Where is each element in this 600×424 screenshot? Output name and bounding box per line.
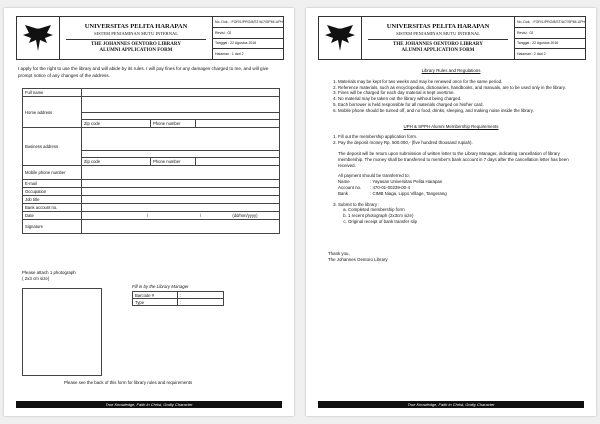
doc-number: No. Dok. : FOR/1/PRO/8/ST/A/7/SPMI-UPH xyxy=(515,17,585,28)
date-slash-2: / xyxy=(200,213,202,218)
back-of-form-note: Please see the back of this form for library rules and requirements xyxy=(64,380,193,385)
rules-title: Library Rules and Regulations xyxy=(421,68,481,73)
full-name-label: Full name xyxy=(23,89,82,97)
rule-item: 1. Materials may be kept for two weeks and may be renewed once for the same period. xyxy=(338,79,574,85)
requirement-item: 2. Pay the deposit money Rp. 500.000,- (five hundred thousand rupiah). xyxy=(338,140,574,146)
eagle-logo-icon xyxy=(319,17,362,59)
payment-details xyxy=(328,179,574,196)
home-address-label: Home address xyxy=(23,97,82,128)
submit-item xyxy=(338,202,574,225)
page-indicator: Halaman : 1 dari 2 xyxy=(215,52,244,57)
business-phone-label: Phone number xyxy=(151,158,196,166)
document-header xyxy=(16,16,284,60)
job-title-label: Job title xyxy=(23,196,82,204)
application-form-table xyxy=(22,88,280,234)
submit-title: Submit to the library : xyxy=(338,201,380,207)
revision: Revisi : 02 xyxy=(515,28,585,39)
mobile-phone-label: Mobile phone number xyxy=(23,166,82,180)
page-indicator: Halaman : 2 dari 2 xyxy=(517,52,546,57)
email-label: E-mail xyxy=(23,180,82,188)
photo-instruction xyxy=(22,270,76,282)
payment-name-value: : Yayasan Universitas Pelita Harapan xyxy=(370,179,443,185)
university-name: UNIVERSITAS PELITA HARAPAN xyxy=(386,22,490,30)
requirements-list xyxy=(328,134,574,146)
membership-title: UPH & SPPH Alumni Membership Requirements xyxy=(403,123,499,129)
footer-motto: True Knowledge, Faith in Christ, Godly Character xyxy=(16,401,282,408)
payment-intro: All payment should be transferred to: xyxy=(338,173,410,179)
requirement-item: 1. Fill out the membership application form. xyxy=(338,134,574,140)
quality-system-name: SISTEM PENJAMINAN MUTU INTERNAL xyxy=(396,30,480,36)
type-label: Type xyxy=(133,299,178,306)
deposit-note: The deposit will be return upon submission of written letter to the Library Manager, indicating cancellation of library membership. The money shall be transferred to member's bank account in 7 days after the cancellation letter has been received. xyxy=(338,150,569,168)
revision: Revisi : 02 xyxy=(213,28,283,39)
doc-number: No. Dok. : FOR/1/PRO/8/ST/A/7/SPMI-UPH xyxy=(213,17,283,28)
full-name-field[interactable] xyxy=(82,89,280,97)
home-phone-field[interactable] xyxy=(196,120,280,128)
date-label: Date xyxy=(23,212,82,220)
occupation-field[interactable] xyxy=(82,188,280,196)
photo-label: Please attach 1 photograph xyxy=(22,270,76,275)
doc-date: Tanggal : 22 Agustus 2016 xyxy=(213,39,283,50)
payment-bank-value: : CIMB Niaga, Lippo Village, Tangerang xyxy=(370,190,447,196)
rule-item: 5. Each borrower is held responsible for all materials charged on his/her card. xyxy=(338,102,574,108)
job-title-field[interactable] xyxy=(82,196,280,204)
business-address-field-2[interactable] xyxy=(82,151,280,158)
thanks-text: Thank you, xyxy=(328,250,350,256)
payment-account-value: : 470-01-00239-00-4 xyxy=(370,184,411,190)
home-address-field-2[interactable] xyxy=(82,113,280,120)
email-field[interactable] xyxy=(82,180,280,188)
signature-label: Signature xyxy=(23,220,82,234)
rule-item: 3. Fines will be charged for each day material is kept overtime. xyxy=(338,90,574,96)
library-title: THE JOHANNES OENTORO LIBRARY xyxy=(91,41,181,47)
footer-motto: True Knowledge, Faith in Christ, Godly Character xyxy=(318,401,584,408)
type-colon: : xyxy=(180,299,182,305)
home-zip-label: Zip code xyxy=(82,120,151,128)
library-manager-table xyxy=(132,291,224,306)
library-manager-label: Fill in by the Library Manager xyxy=(132,284,189,289)
signoff-text: The Johannes Oentoro Library xyxy=(328,256,388,262)
occupation-label: Occupation xyxy=(23,188,82,196)
submit-list xyxy=(328,202,574,225)
submit-sublist xyxy=(338,207,574,224)
submit-subitem: a. Completed membership form xyxy=(348,207,574,213)
bank-account-label: Bank account no. xyxy=(23,204,82,212)
date-field[interactable] xyxy=(82,212,280,220)
business-address-field[interactable] xyxy=(82,128,280,151)
photo-box[interactable] xyxy=(22,288,102,376)
business-address-label: Business address xyxy=(23,128,82,166)
library-title: THE JOHANNES OENTORO LIBRARY xyxy=(393,41,483,47)
barcode-field[interactable] xyxy=(178,292,224,299)
barcode-label: Barcode # xyxy=(133,292,178,299)
barcode-colon: : xyxy=(180,292,182,298)
payment-name-label: Name xyxy=(338,179,350,185)
type-field[interactable] xyxy=(178,299,224,306)
payment-bank-label: Bank xyxy=(338,190,349,196)
rule-item: 4. No material may be taken out the library without being charged. xyxy=(338,96,574,102)
intro-statement: I apply for the right to use the library and will abide by its rules. I will pay fines for any damages charged to me, and will give prompt notice of any changes of the address. xyxy=(18,66,269,78)
document-header xyxy=(318,16,586,60)
signature-field[interactable] xyxy=(82,220,280,234)
rules-list xyxy=(328,79,574,114)
business-phone-field[interactable] xyxy=(196,158,280,166)
form-page-2 xyxy=(306,8,596,416)
business-zip-label: Zip code xyxy=(82,158,151,166)
date-format-hint: (dd/mm/yyyy) xyxy=(232,213,258,218)
submit-subitem: b. 1 recent photograph (2x3cm size) xyxy=(348,213,574,219)
rules-content xyxy=(328,68,574,262)
photo-size: ( 2x3 cm size) xyxy=(22,276,50,281)
rule-item: 2. Reference materials, such as encyclopedias, dictionaries, handbooks, and manuals, are to be used only in the library. xyxy=(338,85,574,91)
payment-account-label: Account no. xyxy=(338,184,362,190)
form-title: ALUMNI APPLICATION FORM xyxy=(99,47,173,53)
form-title: ALUMNI APPLICATION FORM xyxy=(401,47,475,53)
rule-item: 6. Mobile phone should be turned off, and no food, drinks, sleeping, and making noise inside the library. xyxy=(338,108,574,114)
submit-subitem: c. Original receipt of bank transfer slip xyxy=(348,219,574,225)
form-page-1 xyxy=(4,8,294,416)
doc-date: Tanggal : 22 Agustus 2016 xyxy=(515,39,585,50)
quality-system-name: SISTEM PENJAMINAN MUTU INTERNAL xyxy=(94,30,178,36)
mobile-phone-field[interactable] xyxy=(82,166,280,180)
bank-account-field[interactable] xyxy=(82,204,280,212)
eagle-logo-icon xyxy=(17,17,60,59)
university-name: UNIVERSITAS PELITA HARAPAN xyxy=(84,22,188,30)
date-slash-1: / xyxy=(146,213,148,218)
home-address-field[interactable] xyxy=(82,97,280,113)
home-phone-label: Phone number xyxy=(151,120,196,128)
